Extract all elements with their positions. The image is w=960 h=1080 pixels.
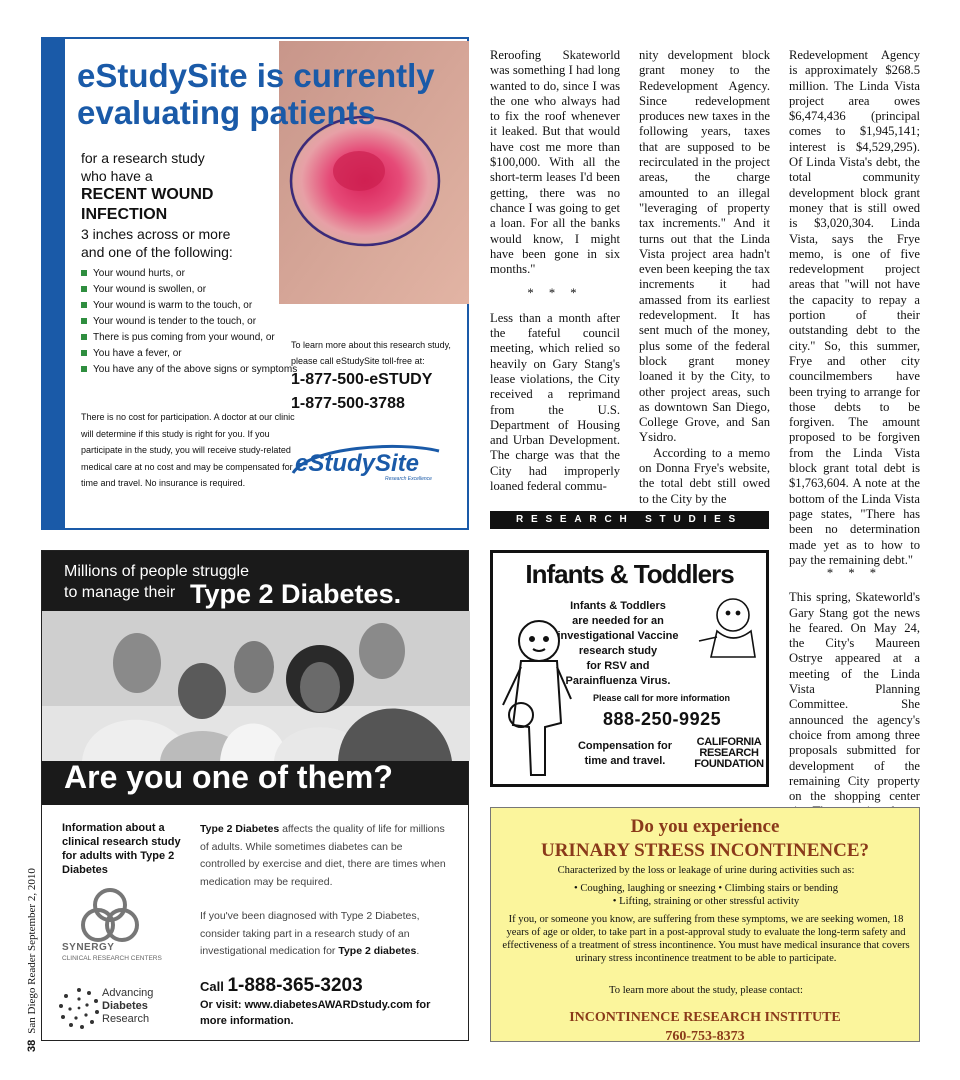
article-paragraph: Reroofing Skateworld was something I had long wanted to do, since I was the one who always had to fix the roof whenever it leaked. But that would have cost me more than $100,000. With all the short-term leases I'd been getting, there was no chance I was going to get a loan. For all the banks would know, I might have been gone in six months." — [490, 48, 620, 277]
desc-line: research study — [578, 645, 658, 657]
diabetes-banner — [42, 551, 468, 805]
estudysite-logo — [289, 443, 449, 483]
symptom-item: Your wound hurts, or — [81, 266, 321, 282]
please-call-text: Please call for more information — [593, 693, 731, 703]
incontinence-body: If you, or someone you know, are suffering from these symptoms, we are seeking women, 18 years of age or older, to take part in a post-approval study to evaluate the long-term safety and effectiveness of a treatment of stress incontinence. You must have medical insurance that covers urinary stress incontinence treatment to be able to participate. — [502, 914, 910, 964]
activities-line: • Coughing, laughing or sneezing • Climbing stairs or bending — [574, 883, 838, 894]
intro-line: to manage their — [64, 584, 176, 601]
estudysite-ad[interactable] — [41, 37, 469, 530]
paragraph-end: . — [416, 945, 420, 957]
diabetes-body — [200, 821, 450, 978]
article-column-3-continued — [789, 557, 920, 804]
desc-line: for RSV and — [586, 660, 650, 672]
incontinence-ad[interactable] — [490, 807, 920, 1042]
institute-contact[interactable] — [491, 1008, 919, 1046]
found-line: RESEARCH — [699, 747, 759, 759]
incontinence-headline: URINARY STRESS INCONTINENCE? — [540, 840, 870, 861]
body-paragraph — [200, 821, 450, 891]
symptom-item: You have any of the above signs or symptoms — [81, 362, 321, 378]
characterized-text: Characterized by the loss or leakage of urine during activities such as: — [557, 865, 855, 876]
research-studies-banner: RESEARCH STUDIES — [490, 511, 769, 529]
phone-number[interactable]: 1-877-500-3788 — [291, 395, 405, 412]
logo-wordmark: eStudySite — [295, 450, 420, 477]
adr-logo-text — [102, 987, 153, 1026]
adr-line: Research — [102, 1013, 150, 1025]
publication-line: San Diego Reader September 2, 2010 — [26, 868, 38, 1034]
section-break: * * * — [826, 566, 883, 580]
article-paragraph: Redevelopment Agency is approximately $268.5 million. The Linda Vista project area owes $6,474,436 (principal comes to $1,945,141; interest is $4,529,295). Of Linda Vista's debt, the total community development block grant money that is still owed is $3,020,304. Linda Vista, says the Frye memo, is one of five redevelopment project areas that "will not have the capacity to repay a portion of their outstanding debt to the city." So, this summer, Frye and other city councilmembers have been trying to arrange for those debts to be forgiven. The amount proposed to be forgiven from the Linda Vista block grant total debt is $1,763,604. A note at the bottom of the Linda Vista page states, "There has been no determination made yet as to how to pay the remaining debt." — [789, 48, 920, 567]
dotted-globe-icon — [56, 985, 102, 1031]
contact-prompt: To learn more about the study, please contact: — [609, 985, 803, 996]
article-paragraph: According to a memo on Donna Frye's website, the total debt still owed to the City by the — [639, 445, 770, 506]
adr-line: Advancing — [102, 987, 154, 999]
estudy-headline: eStudySite is currently evaluating patients — [77, 57, 435, 131]
desc-line: are needed for an — [572, 615, 664, 627]
comp-line: Compensation for — [577, 740, 673, 752]
article-column-3 — [789, 48, 920, 567]
body-paragraph — [200, 908, 450, 961]
phone-vanity[interactable]: 1-877-500-eSTUDY — [291, 371, 433, 388]
california-research-foundation-logo — [693, 737, 765, 770]
comp-line: time and travel. — [584, 755, 666, 767]
infants-toddlers-ad[interactable] — [490, 550, 769, 787]
call-line[interactable] — [200, 975, 363, 997]
page-folio — [26, 868, 38, 1052]
symptom-item: Your wound is tender to the touch, or — [81, 314, 321, 330]
found-line: FOUNDATION — [694, 758, 764, 770]
section-break: * * * — [527, 286, 583, 301]
lead-line: for a research study — [81, 150, 205, 166]
study-info: Information about a clinical research study for adults with Type 2 Diabetes — [62, 822, 181, 876]
institute-phone[interactable]: 760-753-8373 — [665, 1029, 745, 1044]
lead-line-bold: INFECTION — [81, 206, 168, 223]
article-paragraph: Less than a month after the fateful council meeting, which relied so heavily on Gary Stang's lease violations, the City received a reprimand from the U.S. Department of Housing and Urban Development. The charge was that the City had improperly loaned federal commu- — [490, 310, 620, 494]
type2-headline: Type 2 Diabetes. — [190, 579, 402, 609]
paragraph-text: affects the quality of life for millions of adults. While sometimes diabetes can be controlled by exercise and diet, there are times when medication may be required. — [200, 823, 446, 888]
baby-drawing-icon — [693, 593, 765, 663]
institute-name: INCONTINENCE RESEARCH INSTITUTE — [569, 1010, 841, 1025]
paragraph-text: If you've been diagnosed with Type 2 Diabetes, consider taking part in a research study of an investigational medication for — [200, 910, 420, 957]
symptom-item: There is pus coming from your wound, or — [81, 330, 321, 346]
synergy-name: SYNERGY — [62, 942, 115, 953]
diabetes-phone[interactable]: 1-888-365-3203 — [227, 975, 363, 996]
article-paragraph: This spring, Skateworld's Gary Stang got the news he feared. On May 24, the City's Maureen Ostrye appeared at a meeting of the Linda Vista Planning Committee. She announced the agency's choice from among three proposals submitted for development of the remaining City property on the shopping center — [789, 590, 920, 804]
desc-line: Parainfluenza Virus. — [565, 675, 671, 687]
article-column-1 — [490, 48, 620, 500]
infants-title: Infants & Toddlers — [525, 559, 734, 589]
logo-tagline: Research Excellence — [385, 476, 432, 482]
question-headline: Are you one of them? — [64, 759, 393, 795]
incontinence-question: Do you experience — [630, 816, 780, 837]
symptom-list — [81, 266, 321, 378]
adr-line: Diabetes — [102, 1000, 148, 1012]
article-paragraph: nity development block grant money to the Redevelopment Agency. Since redevelopment produces new taxes in the following years, taxes that are supposed to be recirculated in the project areas, the charge amounted to an illegal "leveraging of property tax increments." And it turns out that the Linda Vista project area hadn't even been keeping the tax increments it had amassed from its earliest redevelopment. It has sent much of the money, plus some of the federal block grant money loaned it by the City, to other project areas, such as downtown San Diego, College Grove, and San Ysidro. — [639, 48, 770, 445]
bold-term: Type 2 diabetes — [338, 945, 417, 957]
call-label: Call — [200, 979, 224, 994]
group-photo — [42, 611, 470, 761]
page-number: 38 — [26, 1039, 38, 1052]
intro-line: Millions of people struggle — [64, 563, 249, 580]
symptom-item: Your wound is swollen, or — [81, 282, 321, 298]
symptom-item: You have a fever, or — [81, 346, 321, 362]
lead-line: who have a — [81, 168, 153, 184]
ad-side-bar — [43, 39, 65, 528]
compensation-text — [561, 739, 689, 769]
infants-phone[interactable]: 888-250-9925 — [603, 709, 722, 729]
estudy-lead — [81, 149, 321, 261]
cost-note: There is no cost for participation. A doctor at our clinic will determine if this study is right for you. If you participate in the study, you will receive study-related medical care at no cost and may be compensated for time and travel. No insurance is required. — [81, 412, 295, 488]
diabetes-ad[interactable] — [41, 550, 469, 1041]
desc-line: investigational Vaccine — [557, 630, 679, 642]
activities-line: • Lifting, straining or other stressful activity — [612, 896, 800, 907]
article-column-2 — [639, 48, 770, 506]
bold-term: Type 2 Diabetes — [200, 823, 280, 835]
synergy-subtitle: CLINICAL RESEARCH CENTERS — [62, 955, 162, 962]
lead-line: and one of the following: — [81, 244, 233, 260]
found-line: CALIFORNIA — [696, 736, 762, 748]
desc-line: Infants & Toddlers — [570, 600, 666, 612]
visit-link[interactable]: Or visit: www.diabetesAWARDstudy.com for more information. — [200, 999, 431, 1027]
call-instructions: To learn more about this research study, please call eStudySite toll-free at: — [291, 340, 451, 366]
symptom-item: Your wound is warm to the touch, or — [81, 298, 321, 314]
lead-line: 3 inches across or more — [81, 226, 231, 242]
lead-line-bold: RECENT WOUND — [81, 186, 214, 203]
